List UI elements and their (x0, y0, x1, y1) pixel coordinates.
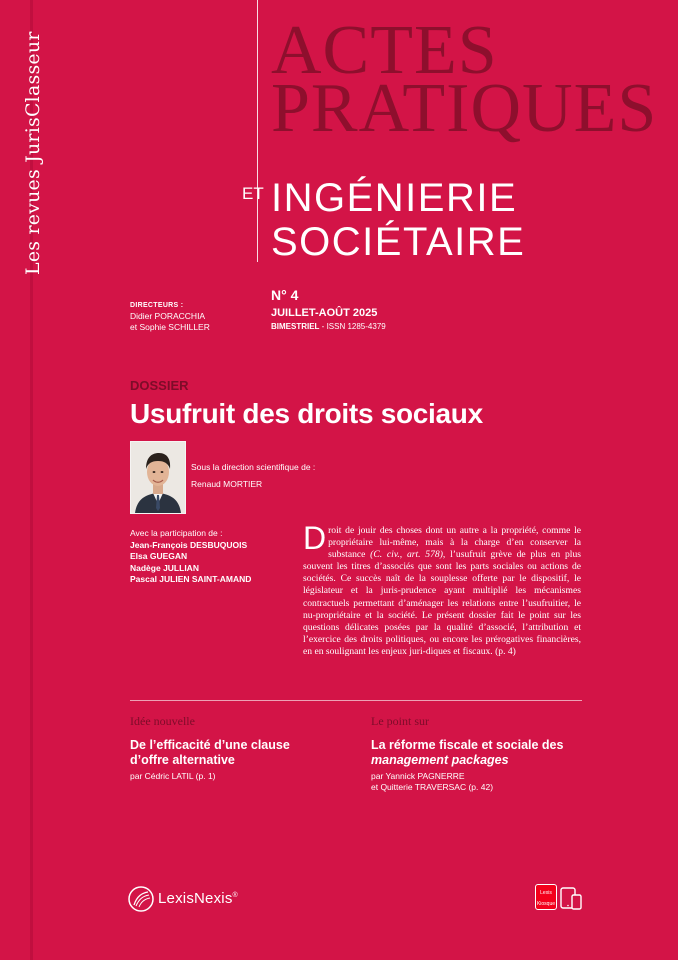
participation-block (130, 528, 251, 586)
publisher-name (158, 890, 238, 907)
masthead-connector: ET (242, 184, 264, 203)
lexisnexis-emblem-icon (128, 886, 154, 912)
dossier-title: Usufruit des droits sociaux (130, 398, 483, 429)
masthead-line-4: SOCIÉTAIRE (271, 220, 526, 264)
participant: Elsa GUEGAN (130, 551, 188, 561)
right-title-italic: management packages (371, 753, 509, 767)
frequency: BIMESTRIEL (271, 322, 320, 331)
right-author-1: par Yannick PAGNERRE (371, 771, 465, 781)
right-title-text: La réforme fiscale et sociale des (371, 738, 564, 752)
masthead-divider (257, 0, 258, 262)
abstract-page-ref: (p. 4) (492, 645, 516, 657)
participant: Jean-François DESBUQUOIS (130, 539, 248, 550)
right-page-ref: (p. 42) (466, 782, 494, 792)
masthead-line-3: INGÉNIERIE (271, 176, 518, 220)
right-box-label: Le point sur (371, 714, 429, 728)
badge-line-1: Lexis (540, 890, 552, 896)
participant: Pascal JULIEN SAINT-AMAND (130, 574, 252, 584)
participation-label: Avec la participation de : (130, 528, 223, 538)
scientific-direction-label: Sous la direction scientifique de : (191, 462, 316, 472)
participant: Nadège JULLIAN (130, 562, 199, 573)
dossier-label: DOSSIER (130, 378, 189, 393)
devices-icon (560, 887, 584, 911)
publisher-registered-mark: ® (232, 892, 238, 899)
issue-date: JUILLET-AOÛT 2025 (271, 307, 378, 319)
left-box-title: De l’efficacité d’une clause d’offre alternative (130, 738, 290, 767)
drop-cap: D (303, 520, 327, 556)
masthead-title-dark (271, 12, 658, 147)
abstract-text-2: , l’usufruit grève de plus en plus souvent les titres d’associés que sont les parts sociales ou actions de sociétés. Ce succès naît de la souplesse offerte par le dispositif, le législateur et la juris-prudence ayant multiplié les mécanismes contractuels permettant d’aménager les relations entre l’usufruitier, le nu-propriétaire et la société. Le présent dossier fait le point sur les questions délicates posées par la qualité d’associé, l’attribution et l’exercice des droits politiques, ou encore les prérogatives financières, en en soulignant les enjeux juri-diques et fiscaux. (303, 549, 581, 657)
directors-names (130, 311, 210, 333)
lexis-kiosque-badge (535, 884, 557, 910)
abstract-citation: (C. civ., art. 578) (370, 549, 443, 561)
masthead-line-1: ACTES (271, 12, 498, 89)
badge-line-2: Kiosque (536, 901, 556, 907)
dossier-abstract (303, 520, 581, 658)
masthead-title-light (271, 176, 525, 264)
participant-list (130, 540, 251, 586)
left-box-label: Idée nouvelle (130, 714, 195, 728)
issue-number: N° 4 (271, 287, 299, 303)
issue-frequency (271, 322, 386, 331)
scientific-director-name: Renaud MORTIER (191, 479, 263, 489)
left-page-ref: (p. 1) (193, 771, 216, 781)
masthead-line-2: PRATIQUES (271, 70, 658, 147)
abstract-text-1: roit de jouir des choses dont un autre a la propriété, comme le propriétaire lui-même, mais à la charge d’en conserver la substance (328, 525, 581, 561)
portrait-illustration (131, 442, 185, 513)
left-box-author (130, 771, 216, 782)
right-box-title (371, 738, 581, 768)
right-author-2: et Quitterie TRAVERSAC (371, 782, 467, 792)
author-photo (130, 441, 186, 514)
directors-label: DIRECTEURS : (130, 302, 184, 309)
right-box-authors (371, 771, 493, 793)
publisher-logo (128, 886, 248, 912)
section-divider (130, 700, 582, 701)
director-1: Didier PORACCHIA (130, 311, 206, 321)
left-author-name: par Cédric LATIL (130, 771, 194, 781)
director-2: et Sophie SCHILLER (130, 322, 210, 332)
right-author-2-line (371, 782, 493, 793)
series-name: Les revues JurisClasseur (22, 31, 44, 275)
publisher-wordmark: LexisNexis (158, 890, 233, 907)
issn: - ISSN 1285-4379 (319, 322, 386, 331)
